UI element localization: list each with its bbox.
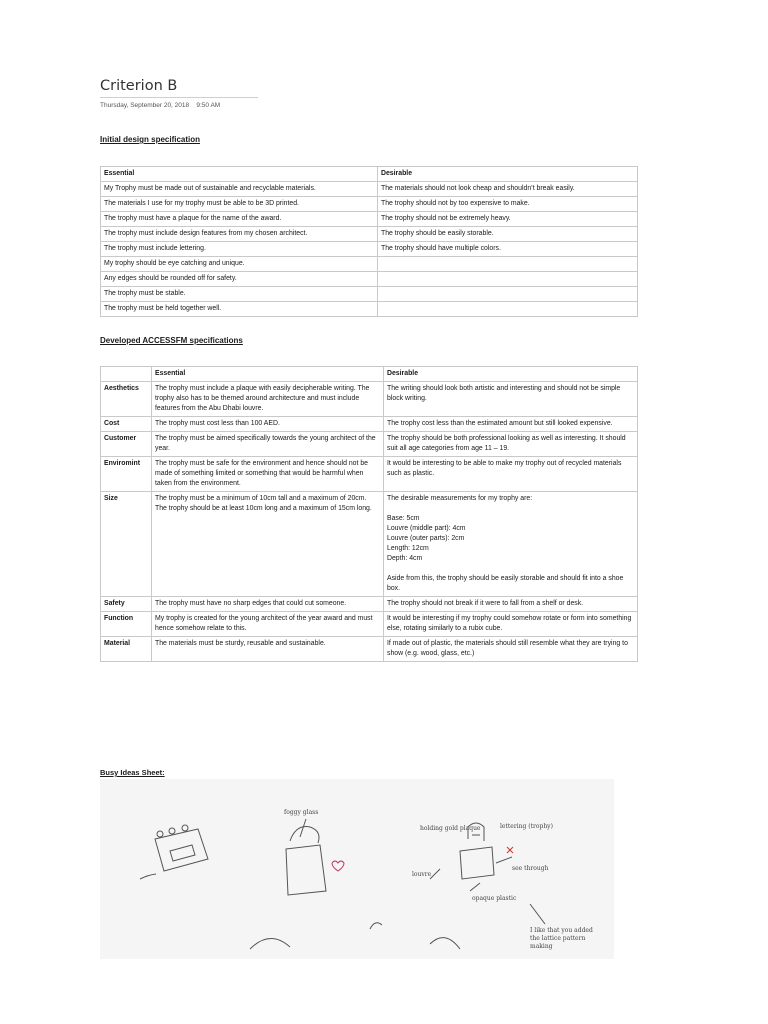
- desirable-cell: [378, 287, 638, 302]
- essential-cell: Any edges should be rounded off for safety.: [101, 272, 378, 287]
- page-time: 9:50 AM: [196, 102, 221, 109]
- desirable-cell: [378, 257, 638, 272]
- category-cell: Safety: [101, 597, 152, 612]
- page-timestamp: [100, 102, 220, 109]
- sketch-note: foggy glass: [284, 809, 319, 816]
- essential-cell: The trophy must include design features from my chosen architect.: [101, 227, 378, 242]
- essential-cell: My Trophy must be made out of sustainable and recyclable materials.: [101, 182, 378, 197]
- sketch-note: opaque plastic: [472, 895, 517, 902]
- desirable-cell: The trophy cost less than the estimated amount but still looked expensive.: [384, 417, 638, 432]
- essential-cell: The trophy must include a plaque with easily decipherable writing. The trophy also has to be themed around architecture and must include features from the Abu Dhabi louvre.: [152, 382, 384, 417]
- sketch-photo: [100, 779, 614, 959]
- table-row: [101, 212, 638, 227]
- essential-cell: The trophy must be stable.: [101, 287, 378, 302]
- category-cell: Enviromint: [101, 457, 152, 492]
- table-row: [101, 257, 638, 272]
- table-row: [101, 182, 638, 197]
- table-row: [101, 287, 638, 302]
- initial-spec-heading: Initial design specification: [100, 135, 201, 144]
- desirable-cell: The desirable measurements for my trophy are: Base: 5cm Louvre (middle part): 4cm Louvre (outer parts): 2cm Length: 12cm Depth: 4cm Aside from this, the trophy should be easily storable and should fit into a shoe box.: [384, 492, 638, 597]
- desirable-cell: The trophy should be both professional looking as well as interesting. It should suit all age categories from age 11 – 19.: [384, 432, 638, 457]
- desirable-cell: The trophy should not be extremely heavy.: [378, 212, 638, 227]
- column-header-desirable: Desirable: [384, 367, 638, 382]
- desirable-cell: The trophy should not break if it were to fall from a shelf or desk.: [384, 597, 638, 612]
- essential-cell: My trophy is created for the young architect of the year award and must hence somehow relate to this.: [152, 612, 384, 637]
- table-row: [101, 457, 638, 492]
- desirable-cell: The trophy should not by too expensive to make.: [378, 197, 638, 212]
- table-row: [101, 417, 638, 432]
- essential-cell: The trophy must include lettering.: [101, 242, 378, 257]
- developed-spec-table: [100, 366, 638, 662]
- column-header-essential: Essential: [101, 167, 378, 182]
- desirable-cell: The trophy should be easily storable.: [378, 227, 638, 242]
- essential-cell: The trophy must have no sharp edges that could cut someone.: [152, 597, 384, 612]
- category-cell: Function: [101, 612, 152, 637]
- title-divider: [100, 97, 258, 98]
- essential-cell: The trophy must have a plaque for the name of the award.: [101, 212, 378, 227]
- table-row: [101, 637, 638, 662]
- desirable-cell: The writing should look both artistic and interesting and should not be simple block writing.: [384, 382, 638, 417]
- page-date: Thursday, September 20, 2018: [100, 102, 190, 109]
- essential-cell: My trophy should be eye catching and unique.: [101, 257, 378, 272]
- table-row: [101, 492, 638, 597]
- sketch-note: lettering (trophy): [500, 823, 553, 830]
- table-row: [101, 227, 638, 242]
- desirable-cell: If made out of plastic, the materials should still resemble what they are trying to show (e.g. wood, glass, etc.): [384, 637, 638, 662]
- desirable-cell: The trophy should have multiple colors.: [378, 242, 638, 257]
- desirable-cell: It would be interesting if my trophy could somehow rotate or form into something else, rotating similarly to a rubix cube.: [384, 612, 638, 637]
- developed-spec-heading: Developed ACCESSFM specifications: [100, 336, 243, 345]
- column-header-desirable: Desirable: [378, 167, 638, 182]
- essential-cell: The trophy must be aimed specifically towards the young architect of the year.: [152, 432, 384, 457]
- essential-cell: The materials I use for my trophy must be able to be 3D printed.: [101, 197, 378, 212]
- sketch-note: see through: [512, 865, 549, 872]
- essential-cell: The trophy must be safe for the environment and hence should not be made of something limited or something that would be harmful when taken from the environment.: [152, 457, 384, 492]
- table-row: [101, 302, 638, 317]
- category-cell: Aesthetics: [101, 382, 152, 417]
- essential-cell: The trophy must be held together well.: [101, 302, 378, 317]
- sketch-note: I like that you added the lattice pattern making: [530, 927, 593, 950]
- essential-cell: The materials must be sturdy, reusable and sustainable.: [152, 637, 384, 662]
- initial-spec-table: [100, 166, 638, 317]
- category-cell: Customer: [101, 432, 152, 457]
- category-cell: Size: [101, 492, 152, 597]
- category-cell: Material: [101, 637, 152, 662]
- sketch-note: louvre: [412, 871, 432, 878]
- essential-cell: The trophy must be a minimum of 10cm tall and a maximum of 20cm. The trophy should be at least 10cm long and a maximum of 15cm long.: [152, 492, 384, 597]
- table-header-row: [101, 367, 638, 382]
- table-row: [101, 197, 638, 212]
- column-header-category: [101, 367, 152, 382]
- sketch-note: holding gold plaque: [420, 825, 481, 832]
- table-row: [101, 612, 638, 637]
- table-header-row: [101, 167, 638, 182]
- desirable-cell: It would be interesting to be able to make my trophy out of recycled materials such as plastic.: [384, 457, 638, 492]
- table-row: [101, 432, 638, 457]
- desirable-cell: [378, 302, 638, 317]
- table-row: [101, 242, 638, 257]
- essential-cell: The trophy must cost less than 100 AED.: [152, 417, 384, 432]
- page-title: Criterion B: [100, 78, 178, 94]
- busy-ideas-heading: Busy Ideas Sheet:: [100, 768, 165, 777]
- desirable-cell: [378, 272, 638, 287]
- table-row: [101, 597, 638, 612]
- desirable-cell: The materials should not look cheap and shouldn’t break easily.: [378, 182, 638, 197]
- table-row: [101, 272, 638, 287]
- table-row: [101, 382, 638, 417]
- category-cell: Cost: [101, 417, 152, 432]
- column-header-essential: Essential: [152, 367, 384, 382]
